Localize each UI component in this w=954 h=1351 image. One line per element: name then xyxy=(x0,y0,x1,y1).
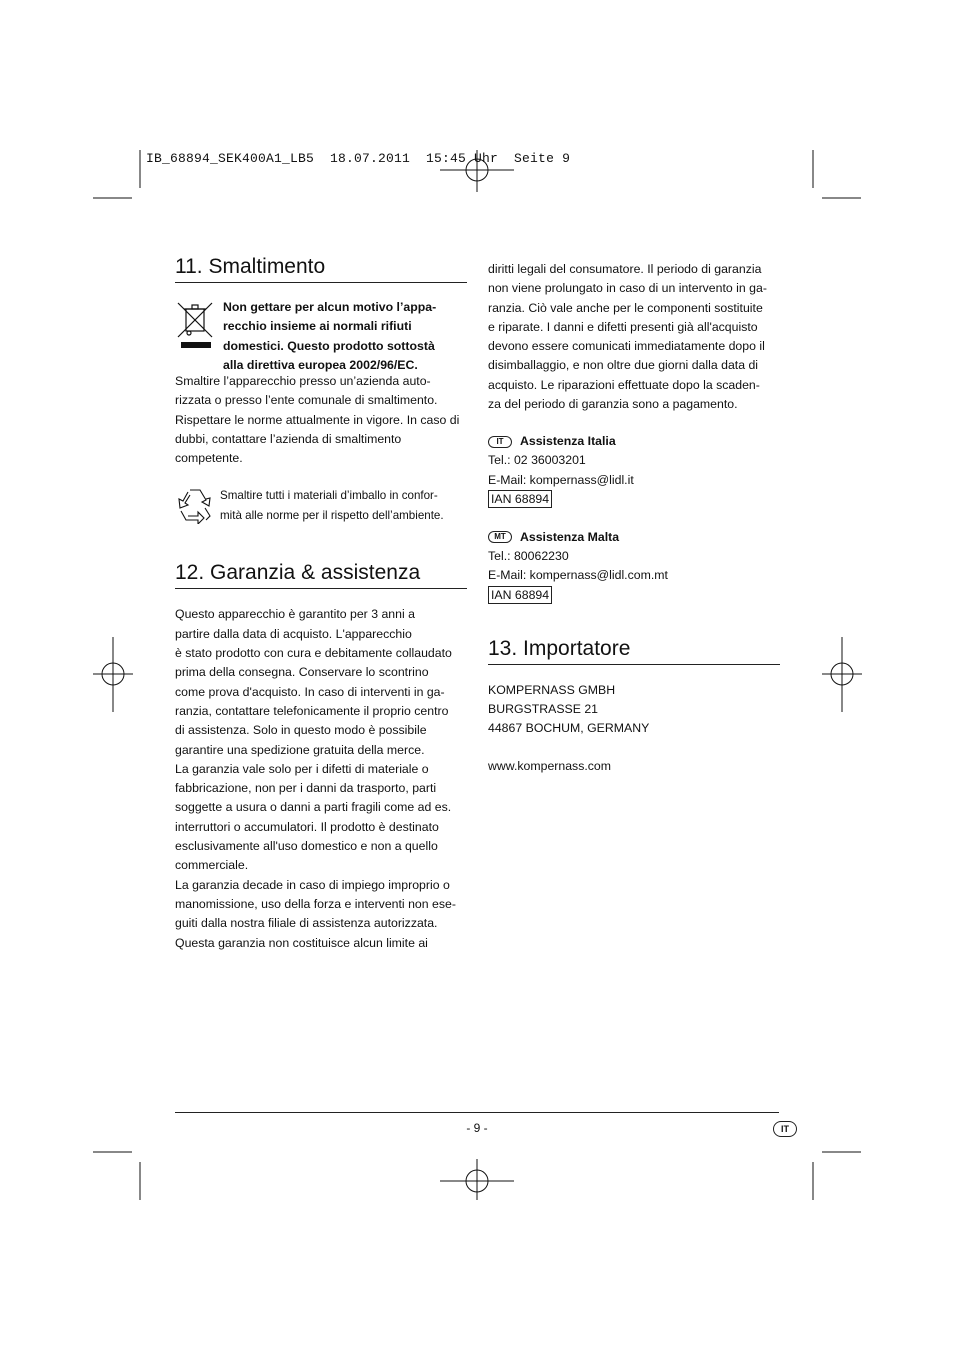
importer-website: www.kompernass.com xyxy=(488,759,612,774)
service-italy-ian: IAN 68894 xyxy=(488,490,552,508)
section-11-title: 11. Smaltimento xyxy=(175,254,467,283)
footer-rule xyxy=(175,1112,779,1113)
service-italy-header xyxy=(488,432,780,451)
warranty-body-continued: diritti legali del consumatore. Il periodo di garanzia non viene prolungato in caso di un intervento in ga- ranzia. Ciò vale anche per le componenti sostituite e riparate. I danni e difetti presenti già all'acquisto devono essere comunicati immediatamente dopo il disimballaggio, e non oltre due giorni dalla data di acquisto. Le riparazioni effettuate dopo la scaden- za del periodo di garanzia sono a pagamento. xyxy=(488,262,767,412)
print-slug: IB_68894_SEK400A1_LB5 18.07.2011 15:45 Uhr Seite 9 xyxy=(146,151,571,166)
page-number: - 9 - xyxy=(466,1121,488,1135)
service-malta-email: E-Mail: kompernass@lidl.com.mt xyxy=(488,568,668,583)
packaging-notice xyxy=(175,486,467,528)
service-malta xyxy=(488,528,780,604)
service-italy-tel: Tel.: 02 36003201 xyxy=(488,453,586,468)
service-malta-tel: Tel.: 80062230 xyxy=(488,548,569,563)
service-malta-title: Assistenza Malta xyxy=(520,529,620,544)
country-badge-mt: MT xyxy=(488,531,512,543)
section-12-title: 12. Garanzia & assistenza xyxy=(175,560,467,589)
importer-address: KOMPERNASS GMBH BURGSTRASSE 21 44867 BOCHUM, GERMANY xyxy=(488,682,650,736)
service-italy-email: E-Mail: kompernass@lidl.it xyxy=(488,472,634,487)
packaging-notice-text: Smaltire tutti i materiali d’imballo in confor- mità alle norme per il rispetto dell’ambiente. xyxy=(220,489,444,522)
left-column xyxy=(175,254,467,953)
disposal-body: Smaltire l’apparecchio presso un’azienda auto- rizzata o presso l’ente comunale di smaltimento. Rispettare le norme attualmente in vigore. In caso di dubbi, contattare l’azienda di smaltimento competente. xyxy=(175,374,460,466)
country-badge-it: IT xyxy=(488,436,512,448)
service-malta-header xyxy=(488,528,780,547)
recycling-arrows-icon xyxy=(175,486,215,524)
service-italy xyxy=(488,432,780,508)
language-badge: IT xyxy=(773,1121,797,1137)
crossed-out-wheelie-bin-icon xyxy=(175,301,215,351)
section-13-title: 13. Importatore xyxy=(488,636,780,665)
service-italy-title: Assistenza Italia xyxy=(520,434,616,449)
weee-notice xyxy=(175,298,467,372)
service-malta-ian: IAN 68894 xyxy=(488,586,552,604)
weee-notice-text: Non gettare per alcun motivo l’appa- recchio insieme ai normali rifiuti domestici. Questo prodotto sottostà alla direttiva europea 2002/96/EC. xyxy=(223,300,437,372)
warranty-body: Questo apparecchio è garantito per 3 anni a partire dalla data di acquisto. L'apparecchio è stato prodotto con cura e debitamente collaudato prima della consegna. Conservare lo scontrino come prova d'acquisto. In caso di interventi in ga- ranzia, contattare telefonicamente il proprio centro di assistenza. Solo in questo modo è possibile garantire una spedizione gratuita della merce. La garanzia vale solo per i difetti di materiale o fabbricazione, non per i danni da trasporto, parti soggette a usura o danni a parti fragili come ad es. interruttori o accumulatori. Il prodotto è destinato esclusivamente all'uso domestico e non a quello commerciale. La garanzia decade in caso di impiego improprio o manomissione, uso della forza e interventi non ese- guiti dalla nostra filiale di assistenza autorizzata. Questa garanzia non costituisce alcun limite ai xyxy=(175,607,456,950)
right-column xyxy=(488,260,780,777)
